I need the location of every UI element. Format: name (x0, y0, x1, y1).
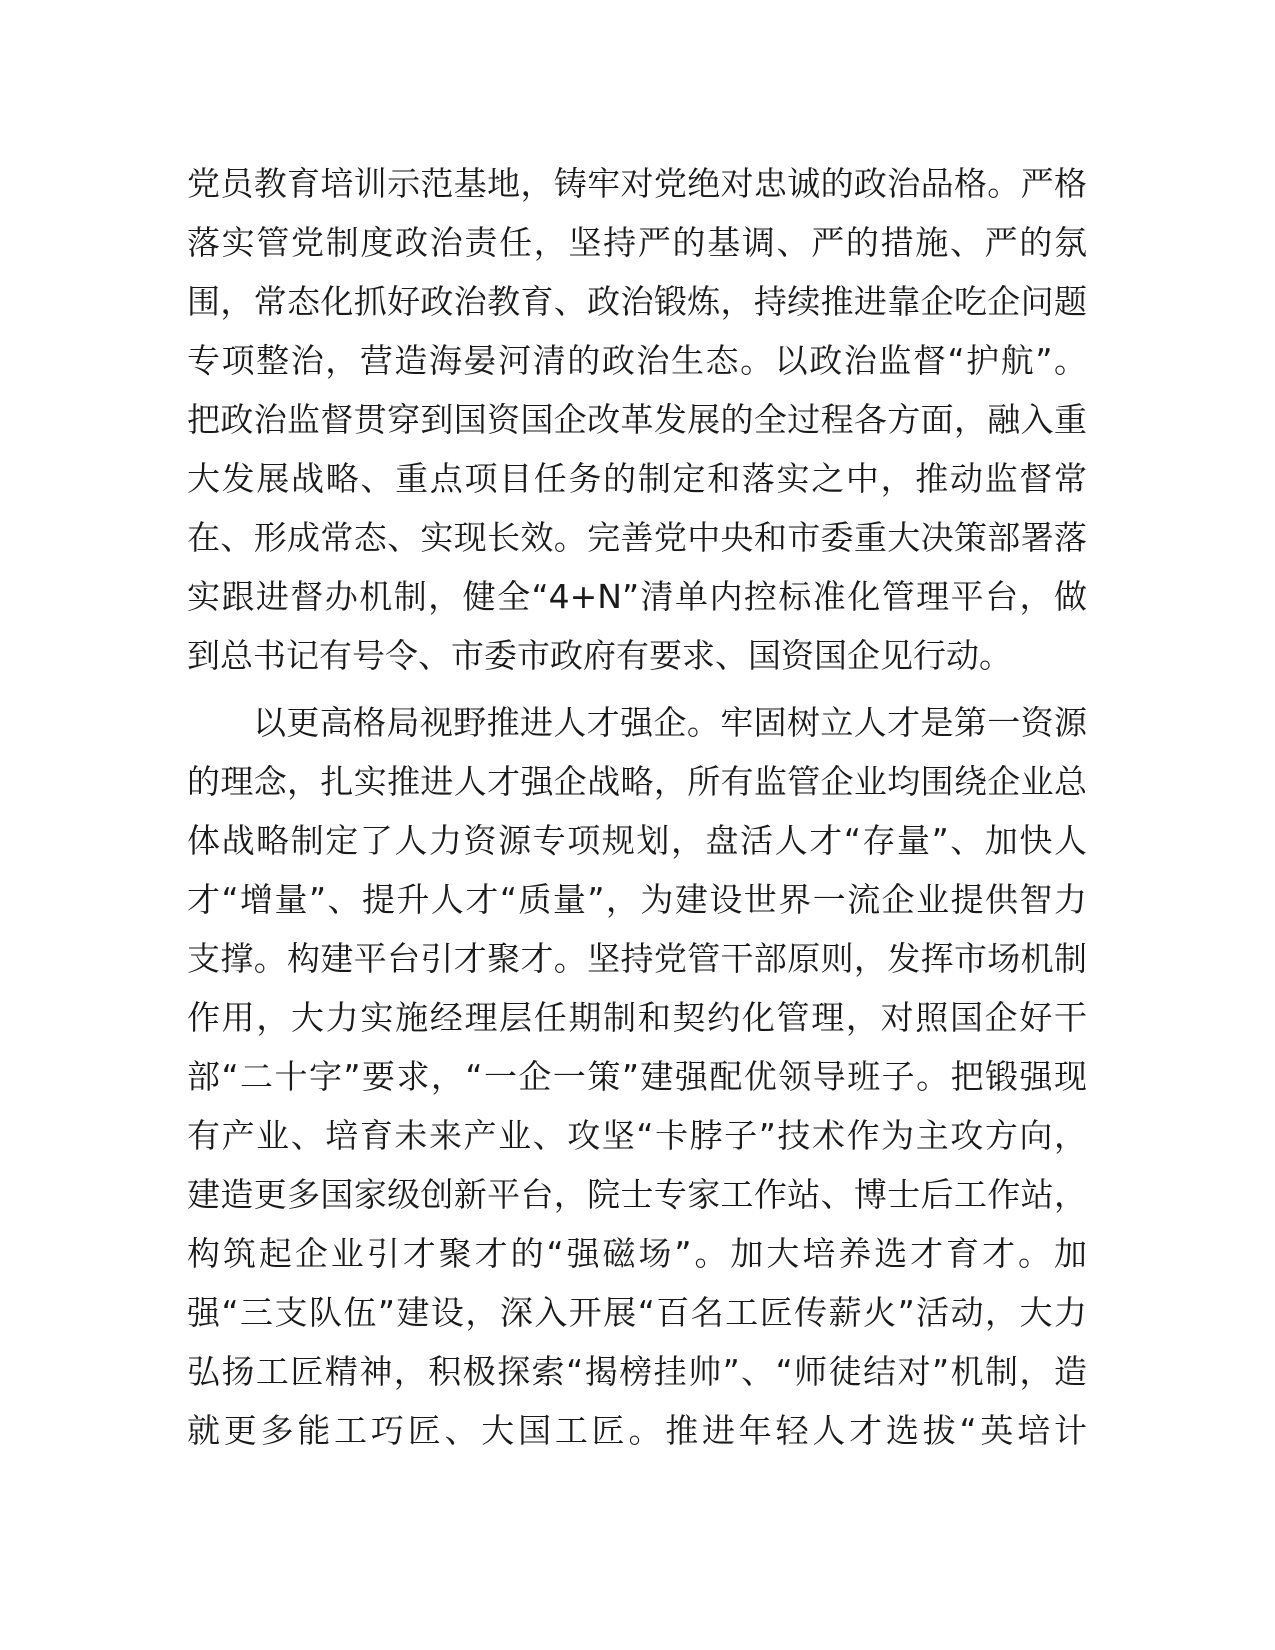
text-line: 体战略制定了人力资源专项规划，盘活人才“存量”、加快人 (187, 821, 1087, 860)
text-line: 作用，大力实施经理层任期制和契约化管理，对照国企好干 (187, 998, 1087, 1037)
text-line: 党员教育培训示范基地，铸牢对党绝对忠诚的政治品格。严格 (187, 164, 1087, 203)
text-line: 专项整治，营造海晏河清的政治生态。以政治监督“护航”。 (187, 341, 1087, 380)
text-line: 强“三支队伍”建设，深入开展“百名工匠传薪火”活动，大力 (187, 1293, 1087, 1332)
text-line: 部“二十字”要求，“一企一策”建强配优领导班子。把锻强现 (187, 1057, 1087, 1096)
text-line: 把政治监督贯穿到国资国企改革发展的全过程各方面，融入重 (187, 400, 1087, 439)
paragraph-spacer (187, 685, 1087, 693)
text-line: 建造更多国家级创新平台，院士专家工作站、博士后工作站， (187, 1175, 1087, 1214)
text-line: 在、形成常态、实现长效。完善党中央和市委重大决策部署落 (187, 518, 1087, 557)
text-line: 有产业、培育未来产业、攻坚“卡脖子”技术作为主攻方向， (187, 1116, 1087, 1155)
paragraph-1 (187, 154, 1087, 685)
text-line: 落实管党制度政治责任，坚持严的基调、严的措施、严的氛 (187, 223, 1087, 262)
text-line: 围，常态化抓好政治教育、政治锻炼，持续推进靠企吃企问题 (187, 282, 1087, 321)
text-line: 大发展战略、重点项目任务的制定和落实之中，推动监督常 (187, 459, 1087, 498)
text-line: 才“增量”、提升人才“质量”，为建设世界一流企业提供智力 (187, 880, 1087, 919)
text-line: 的理念，扎实推进人才强企战略，所有监管企业均围绕企业总 (187, 762, 1087, 801)
text-line: 以更高格局视野推进人才强企。牢固树立人才是第一资源 (253, 703, 1087, 742)
text-line: 构筑起企业引才聚才的“强磁场”。加大培养选才育才。加 (187, 1234, 1087, 1273)
text-line: 支撑。构建平台引才聚才。坚持党管干部原则，发挥市场机制 (187, 939, 1087, 978)
text-line: 就更多能工巧匠、大国工匠。推进年轻人才选拔“英培计 (187, 1411, 1087, 1450)
text-line: 到总书记有号令、市委市政府有要求、国资国企见行动。 (187, 636, 1012, 675)
document-body (187, 154, 1087, 1460)
paragraph-2 (187, 693, 1087, 1460)
text-line: 实跟进督办机制，健全“4+N”清单内控标准化管理平台，做 (187, 577, 1087, 616)
text-line: 弘扬工匠精神，积极探索“揭榜挂帅”、“师徒结对”机制，造 (187, 1352, 1087, 1391)
